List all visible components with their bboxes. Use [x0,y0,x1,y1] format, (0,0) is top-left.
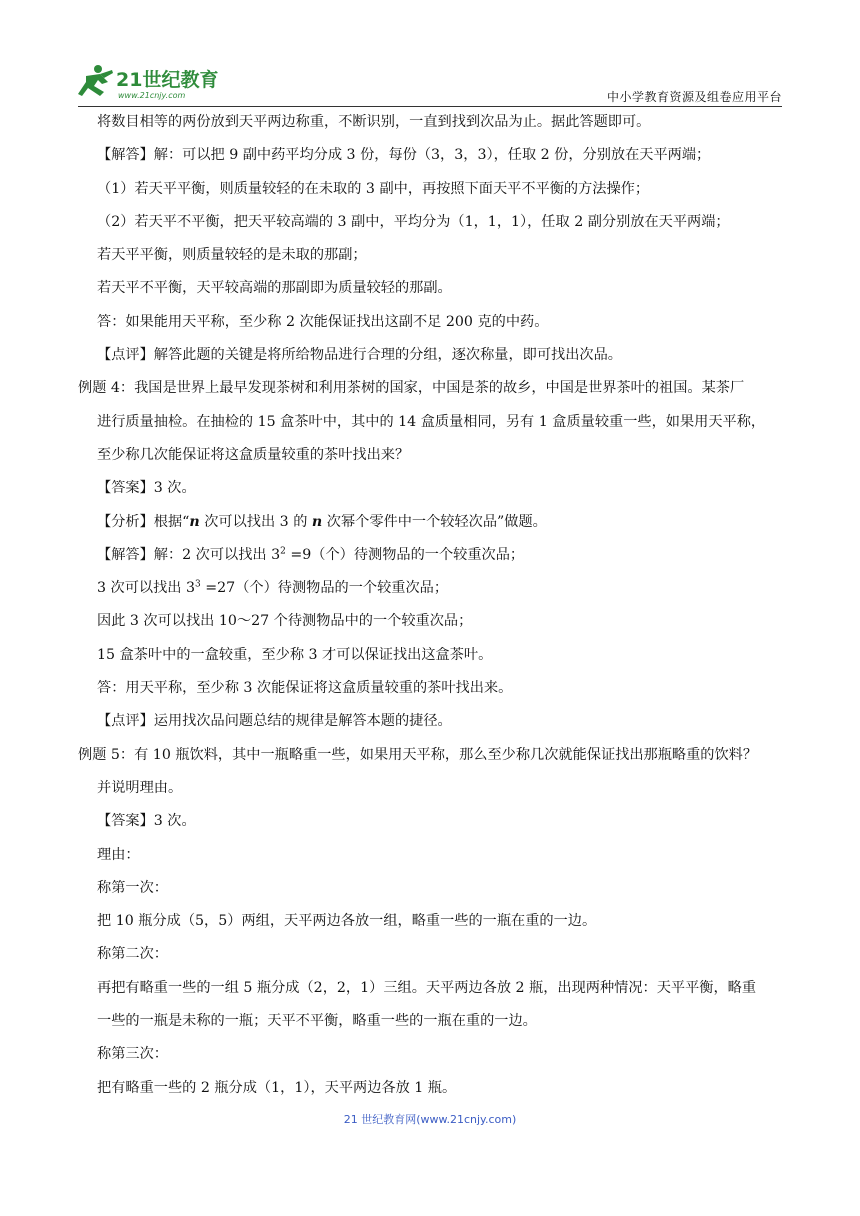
text-line: 进行质量抽检。在抽检的 15 盒茶叶中，其中的 14 盒质量相同，另有 1 盒质量较重一些，如果用天平称， [97,413,766,430]
text-line: 称第三次： [97,1046,168,1063]
text-line: （2）若天平不平衡，把天平较高端的 3 副中，平均分为（1，1，1），任取 2 副分别放在天平两端； [97,213,730,230]
page-header [78,62,782,106]
text-line: 【点评】运用找次品问题总结的规律是解答本题的捷径。 [97,713,452,730]
text-line: 称第一次： [97,879,168,896]
text-line: 【分析】根据“n 次可以找出 3 的 n 次幂个零件中一个较轻次品”做题。 [97,513,547,530]
logo-21cnjy-icon [78,62,253,102]
page-footer: 21 世纪教育网(www.21cnjy.com) [343,1113,517,1126]
text-line: 称第二次： [97,946,168,963]
text-line: 一些的一瓶是未称的一瓶；天平不平衡，略重一些的一瓶在重的一边。 [97,1013,537,1030]
text-line: 【解答】解：可以把 9 副中药平均分成 3 份，每份（3，3，3），任取 2 份，分别放在天平两端； [97,147,711,164]
text-line: （1）若天平平衡，则质量较轻的在未取的 3 副中，再按照下面天平不平衡的方法操作； [97,180,650,197]
text-line: 再把有略重一些的一组 5 瓶分成（2，2，1）三组。天平两边各放 2 瓶，出现两种情况：天平平衡，略重 [97,979,757,996]
text-line: 15 盒茶叶中的一盒较重，至少称 3 才可以保证找出这盒茶叶。 [97,646,493,663]
text-line: 答：用天平称，至少称 3 次能保证将这盒质量较重的茶叶找出来。 [97,680,513,697]
text-line: 若天平不平衡，天平较高端的那副即为质量较轻的那副。 [97,280,452,297]
svg-text:21世纪教育: 21世纪教育 [116,69,219,91]
text-line: 3 次可以找出 $3^3 =27$（个）待测物品的一个较重次品； [97,579,449,597]
example-heading: 例题 4：我国是世界上最早发现茶树和利用茶树的国家，中国是茶的故乡，中国是世界茶叶的祖国。某茶厂 [78,380,745,397]
svg-text:www.21cnjy.com: www.21cnjy.com [118,91,186,100]
text-line: 至少称几次能保证将这盒质量较重的茶叶找出来？ [97,446,410,463]
text-line: 若天平平衡，则质量较轻的是未取的那副； [97,247,367,264]
text-line: 【点评】解答此题的关键是将所给物品进行合理的分组，逐次称量，即可找出次品。 [97,347,622,364]
text-line: 因此 3 次可以找出 10～27 个待测物品中的一个较重次品； [97,613,473,630]
text-line: 答：如果能用天平称，至少称 2 次能保证找出这副不足 200 克的中药。 [97,313,549,330]
example-heading: 例题 5：有 10 瓶饮料，其中一瓶略重一些，如果用天平称，那么至少称几次就能保证找出那瓶略重的饮料？ [78,746,758,763]
text-line: 【答案】3 次。 [97,813,196,830]
text-line: 并说明理由。 [97,779,183,796]
text-line: 将数目相等的两份放到天平两边称重，不断识别，一直到找到次品为止。据此答题即可。 [97,114,651,130]
document-body [78,106,790,1105]
text-line: 把 10 瓶分成（5，5）两组，天平两边各放一组，略重一些的一瓶在重的一边。 [97,913,597,930]
text-line: 把有略重一些的 2 瓶分成（1，1），天平两边各放 1 瓶。 [97,1079,457,1096]
text-line: 【解答】解：2 次可以找出 $3^2 =9$（个）待测物品的一个较重次品； [97,546,525,563]
text-line: 【答案】3 次。 [97,480,196,497]
text-line: 理由： [97,846,140,863]
platform-name: 中小学教育资源及组卷应用平台 [606,90,782,104]
